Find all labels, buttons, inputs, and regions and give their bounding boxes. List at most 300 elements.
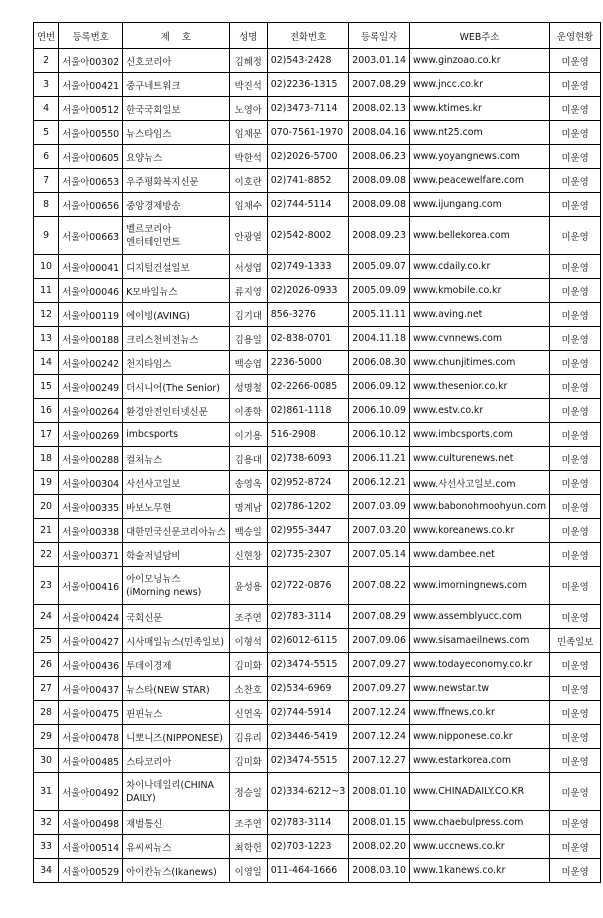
table-row	[34, 677, 601, 701]
cell-phone: 02)783-3114	[267, 811, 349, 835]
cell-status: 미운영	[550, 423, 601, 447]
cell-name: 백승엽	[229, 351, 267, 375]
cell-seq: 21	[34, 519, 59, 543]
cell-phone: 02)2236-1315	[267, 73, 349, 97]
cell-title: 벨르코리아 엔터테인먼트	[123, 217, 230, 255]
cell-web: www.aving.net	[409, 303, 549, 327]
cell-reg-date: 2008.03.10	[349, 859, 410, 883]
cell-reg-date: 2007.05.14	[349, 543, 410, 567]
cell-status: 미운영	[550, 773, 601, 811]
cell-web: www.cvnnews.com	[409, 327, 549, 351]
cell-phone: 02)955-3447	[267, 519, 349, 543]
cell-reg-date: 2005.11.11	[349, 303, 410, 327]
cell-name: 임채수	[229, 193, 267, 217]
cell-name: 김미화	[229, 653, 267, 677]
cell-title: imbcsports	[123, 423, 230, 447]
cell-phone: 02)749-1333	[267, 255, 349, 279]
cell-reg-no: 서울아00242	[59, 351, 123, 375]
registry-table	[33, 22, 601, 883]
cell-status: 미운영	[550, 375, 601, 399]
cell-name: 명계남	[229, 495, 267, 519]
cell-seq: 8	[34, 193, 59, 217]
table-row	[34, 567, 601, 605]
cell-status: 미운영	[550, 73, 601, 97]
cell-reg-date: 2006.09.12	[349, 375, 410, 399]
cell-reg-no: 서울아00514	[59, 835, 123, 859]
cell-phone: 516-2908	[267, 423, 349, 447]
cell-reg-no: 서울아00046	[59, 279, 123, 303]
cell-web: www.1kanews.co.kr	[409, 859, 549, 883]
cell-seq: 26	[34, 653, 59, 677]
cell-web: www.imbcsports.com	[409, 423, 549, 447]
cell-reg-date: 2006.08.30	[349, 351, 410, 375]
table-row	[34, 701, 601, 725]
cell-phone: 02)2026-5700	[267, 145, 349, 169]
cell-reg-no: 서울아00188	[59, 327, 123, 351]
table-row	[34, 351, 601, 375]
cell-seq: 7	[34, 169, 59, 193]
cell-status: 미운영	[550, 193, 601, 217]
cell-reg-date: 2008.02.13	[349, 97, 410, 121]
cell-name: 김용일	[229, 327, 267, 351]
cell-title: 디지털건설일보	[123, 255, 230, 279]
cell-reg-no: 서울아00424	[59, 605, 123, 629]
cell-web: www.thesenior.co.kr	[409, 375, 549, 399]
cell-reg-no: 서울아00475	[59, 701, 123, 725]
cell-seq: 24	[34, 605, 59, 629]
cell-title: 더시니어(The Senior)	[123, 375, 230, 399]
cell-name: 송영옥	[229, 471, 267, 495]
header-web: WEB주소	[409, 23, 549, 49]
header-seq: 연번	[34, 23, 59, 49]
cell-reg-date: 2006.10.12	[349, 423, 410, 447]
cell-phone: 02)3474-5515	[267, 653, 349, 677]
cell-name: 김기대	[229, 303, 267, 327]
cell-name: 이종학	[229, 399, 267, 423]
cell-title: 유씨씨뉴스	[123, 835, 230, 859]
cell-title: 한국국회일보	[123, 97, 230, 121]
table-row	[34, 49, 601, 73]
cell-name: 류지영	[229, 279, 267, 303]
cell-status: 미운영	[550, 303, 601, 327]
cell-status: 미운영	[550, 169, 601, 193]
cell-status: 미운영	[550, 605, 601, 629]
cell-reg-no: 서울아00529	[59, 859, 123, 883]
cell-name: 김용대	[229, 447, 267, 471]
cell-status: 미운영	[550, 701, 601, 725]
table-row	[34, 193, 601, 217]
table-row	[34, 375, 601, 399]
cell-name: 이영일	[229, 859, 267, 883]
table-row	[34, 519, 601, 543]
cell-name: 안광열	[229, 217, 267, 255]
cell-title: 시사매일뉴스(민족일보)	[123, 629, 230, 653]
cell-title: 핀핀뉴스	[123, 701, 230, 725]
cell-web: www.uccnews.co.kr	[409, 835, 549, 859]
cell-title: 투데이경제	[123, 653, 230, 677]
cell-web: www.chunjitimes.com	[409, 351, 549, 375]
cell-name: 임채문	[229, 121, 267, 145]
cell-name: 백승일	[229, 519, 267, 543]
table-row	[34, 97, 601, 121]
table-row	[34, 217, 601, 255]
table-row	[34, 835, 601, 859]
cell-reg-date: 2007.03.09	[349, 495, 410, 519]
cell-reg-date: 2008.06.23	[349, 145, 410, 169]
table-row	[34, 121, 601, 145]
cell-reg-date: 2006.11.21	[349, 447, 410, 471]
cell-reg-date: 2008.04.16	[349, 121, 410, 145]
cell-status: 미운영	[550, 255, 601, 279]
cell-title: 신호코리아	[123, 49, 230, 73]
cell-status: 미운영	[550, 447, 601, 471]
cell-title: 에이빙(AVING)	[123, 303, 230, 327]
cell-reg-no: 서울아00041	[59, 255, 123, 279]
cell-seq: 14	[34, 351, 59, 375]
cell-name: 이기용	[229, 423, 267, 447]
cell-reg-date: 2007.12.24	[349, 701, 410, 725]
cell-phone: 02)744-5114	[267, 193, 349, 217]
cell-reg-no: 서울아00498	[59, 811, 123, 835]
cell-seq: 34	[34, 859, 59, 883]
cell-phone: 02)534-6969	[267, 677, 349, 701]
cell-name: 윤성용	[229, 567, 267, 605]
cell-reg-date: 2008.01.15	[349, 811, 410, 835]
cell-seq: 19	[34, 471, 59, 495]
table-row	[34, 543, 601, 567]
cell-phone: 02)722-0876	[267, 567, 349, 605]
cell-reg-date: 2008.09.23	[349, 217, 410, 255]
cell-phone: 011-464-1666	[267, 859, 349, 883]
cell-reg-no: 서울아00512	[59, 97, 123, 121]
cell-name: 김유리	[229, 725, 267, 749]
cell-web: www.jncc.co.kr	[409, 73, 549, 97]
cell-title: 아이칸뉴스(Ikanews)	[123, 859, 230, 883]
cell-name: 김혜정	[229, 49, 267, 73]
cell-seq: 16	[34, 399, 59, 423]
cell-web: www.peacewelfare.com	[409, 169, 549, 193]
cell-seq: 10	[34, 255, 59, 279]
table-row	[34, 725, 601, 749]
table-row	[34, 495, 601, 519]
cell-reg-no: 서울아00269	[59, 423, 123, 447]
cell-reg-date: 2007.08.29	[349, 605, 410, 629]
cell-reg-no: 서울아00485	[59, 749, 123, 773]
cell-web: www.todayeconomy.co.kr	[409, 653, 549, 677]
cell-reg-no: 서울아00656	[59, 193, 123, 217]
cell-seq: 23	[34, 567, 59, 605]
table-row	[34, 423, 601, 447]
cell-phone: 02)334-6212~3	[267, 773, 349, 811]
cell-title: 요양뉴스	[123, 145, 230, 169]
header-reg-no: 등록번호	[59, 23, 123, 49]
cell-status: 미운영	[550, 749, 601, 773]
cell-status: 미운영	[550, 653, 601, 677]
cell-name: 노영아	[229, 97, 267, 121]
cell-seq: 3	[34, 73, 59, 97]
cell-status: 미운영	[550, 49, 601, 73]
cell-status: 미운영	[550, 351, 601, 375]
cell-title: 환경안전인터넷신문	[123, 399, 230, 423]
cell-name: 신현창	[229, 543, 267, 567]
cell-title: 스타코리아	[123, 749, 230, 773]
cell-reg-no: 서울아00421	[59, 73, 123, 97]
cell-reg-no: 서울아00492	[59, 773, 123, 811]
cell-status: 미운영	[550, 145, 601, 169]
cell-reg-date: 2006.12.21	[349, 471, 410, 495]
table-row	[34, 169, 601, 193]
header-title: 제 호	[123, 23, 230, 49]
cell-seq: 22	[34, 543, 59, 567]
table-row	[34, 811, 601, 835]
cell-phone: 02)741-8852	[267, 169, 349, 193]
cell-phone: 02)952-8724	[267, 471, 349, 495]
cell-reg-date: 2007.09.27	[349, 677, 410, 701]
cell-web: www.dambee.net	[409, 543, 549, 567]
cell-web: www.culturenews.net	[409, 447, 549, 471]
cell-seq: 9	[34, 217, 59, 255]
cell-seq: 32	[34, 811, 59, 835]
cell-web: www.estarkorea.com	[409, 749, 549, 773]
cell-reg-date: 2008.01.10	[349, 773, 410, 811]
cell-seq: 2	[34, 49, 59, 73]
cell-name: 조주연	[229, 605, 267, 629]
cell-phone: 02)783-3114	[267, 605, 349, 629]
cell-seq: 31	[34, 773, 59, 811]
cell-title: 뉴스타(NEW STAR)	[123, 677, 230, 701]
table-row	[34, 653, 601, 677]
cell-status: 미운영	[550, 217, 601, 255]
cell-web: www.CHINADAILY.CO.KR	[409, 773, 549, 811]
cell-web: www.newstar.tw	[409, 677, 549, 701]
cell-title: K모바일뉴스	[123, 279, 230, 303]
cell-status: 미운영	[550, 519, 601, 543]
cell-seq: 33	[34, 835, 59, 859]
cell-seq: 13	[34, 327, 59, 351]
header-row	[34, 23, 601, 49]
cell-reg-no: 서울아00550	[59, 121, 123, 145]
cell-name: 서성엽	[229, 255, 267, 279]
cell-web: www.cdaily.co.kr	[409, 255, 549, 279]
cell-reg-no: 서울아00663	[59, 217, 123, 255]
cell-status: 미운영	[550, 835, 601, 859]
cell-title: 대한민국신문코리아뉴스	[123, 519, 230, 543]
cell-phone: 02)786-1202	[267, 495, 349, 519]
cell-name: 정승일	[229, 773, 267, 811]
cell-reg-date: 2004.11.18	[349, 327, 410, 351]
cell-phone: 02-838-0701	[267, 327, 349, 351]
cell-reg-no: 서울아00335	[59, 495, 123, 519]
cell-reg-no: 서울아00371	[59, 543, 123, 567]
cell-title: 크리스천비전뉴스	[123, 327, 230, 351]
cell-name: 성명철	[229, 375, 267, 399]
header-name: 성명	[229, 23, 267, 49]
cell-phone: 02)2026-0933	[267, 279, 349, 303]
cell-phone: 070-7561-1970	[267, 121, 349, 145]
cell-status: 미운영	[550, 567, 601, 605]
table-row	[34, 605, 601, 629]
cell-phone: 02)861-1118	[267, 399, 349, 423]
cell-phone: 02)543-2428	[267, 49, 349, 73]
cell-web: www.사선사고일보.com	[409, 471, 549, 495]
cell-reg-no: 서울아00302	[59, 49, 123, 73]
cell-title: 컬처뉴스	[123, 447, 230, 471]
cell-name: 조주연	[229, 811, 267, 835]
cell-title: 천지타임스	[123, 351, 230, 375]
cell-title: 학술저널담비	[123, 543, 230, 567]
cell-seq: 18	[34, 447, 59, 471]
cell-web: www.estv.co.kr	[409, 399, 549, 423]
cell-reg-date: 2007.09.27	[349, 653, 410, 677]
cell-title: 중구네트워크	[123, 73, 230, 97]
cell-seq: 27	[34, 677, 59, 701]
cell-phone: 02)3446-5419	[267, 725, 349, 749]
table-row	[34, 773, 601, 811]
header-status: 운영현황	[550, 23, 601, 49]
cell-reg-no: 서울아00416	[59, 567, 123, 605]
cell-status: 미운영	[550, 399, 601, 423]
cell-title: 중앙경제방송	[123, 193, 230, 217]
cell-title: 아이모닝뉴스 (iMorning news)	[123, 567, 230, 605]
cell-web: www.ffnews.co.kr	[409, 701, 549, 725]
cell-reg-date: 2007.08.29	[349, 73, 410, 97]
cell-reg-date: 2007.09.06	[349, 629, 410, 653]
cell-seq: 4	[34, 97, 59, 121]
cell-reg-no: 서울아00478	[59, 725, 123, 749]
cell-phone: 2236-5000	[267, 351, 349, 375]
cell-name: 박한석	[229, 145, 267, 169]
cell-seq: 17	[34, 423, 59, 447]
cell-phone: 02)744-5914	[267, 701, 349, 725]
cell-seq: 20	[34, 495, 59, 519]
cell-status: 미운영	[550, 543, 601, 567]
cell-reg-date: 2007.12.27	[349, 749, 410, 773]
cell-reg-date: 2008.09.08	[349, 193, 410, 217]
table-row	[34, 629, 601, 653]
cell-status: 미운영	[550, 859, 601, 883]
cell-phone: 02-2266-0085	[267, 375, 349, 399]
table-row	[34, 749, 601, 773]
cell-phone: 02)542-8002	[267, 217, 349, 255]
cell-status: 미운영	[550, 97, 601, 121]
cell-reg-date: 2008.09.08	[349, 169, 410, 193]
cell-reg-no: 서울아00288	[59, 447, 123, 471]
cell-web: www.chaebulpress.com	[409, 811, 549, 835]
cell-title: 니뽀니즈(NIPPONESE)	[123, 725, 230, 749]
cell-phone: 02)735-2307	[267, 543, 349, 567]
cell-seq: 30	[34, 749, 59, 773]
cell-reg-date: 2007.08.22	[349, 567, 410, 605]
cell-status: 미운영	[550, 327, 601, 351]
cell-web: www.ijungang.com	[409, 193, 549, 217]
cell-web: www.yoyangnews.com	[409, 145, 549, 169]
cell-title: 뉴스타임스	[123, 121, 230, 145]
cell-reg-no: 서울아00119	[59, 303, 123, 327]
cell-reg-no: 서울아00437	[59, 677, 123, 701]
cell-reg-date: 2005.09.07	[349, 255, 410, 279]
cell-web: www.ginzoao.co.kr	[409, 49, 549, 73]
cell-name: 이호란	[229, 169, 267, 193]
table-row	[34, 279, 601, 303]
cell-web: www.kmobile.co.kr	[409, 279, 549, 303]
cell-web: www.assemblyucc.com	[409, 605, 549, 629]
cell-title: 재벌통신	[123, 811, 230, 835]
cell-reg-no: 서울아00249	[59, 375, 123, 399]
header-phone: 전화번호	[267, 23, 349, 49]
cell-reg-no: 서울아00436	[59, 653, 123, 677]
table-row	[34, 73, 601, 97]
cell-reg-no: 서울아00304	[59, 471, 123, 495]
cell-web: www.koreanews.co.kr	[409, 519, 549, 543]
cell-reg-date: 2006.10.09	[349, 399, 410, 423]
cell-reg-date: 2005.09.09	[349, 279, 410, 303]
cell-web: www.ktimes.kr	[409, 97, 549, 121]
cell-phone: 02)738-6093	[267, 447, 349, 471]
cell-name: 신연옥	[229, 701, 267, 725]
cell-reg-date: 2008.02.20	[349, 835, 410, 859]
registry-sheet	[33, 22, 601, 883]
table-row	[34, 447, 601, 471]
cell-web: www.nipponese.co.kr	[409, 725, 549, 749]
cell-name: 이형석	[229, 629, 267, 653]
cell-phone: 02)3474-5515	[267, 749, 349, 773]
cell-reg-date: 2003.01.14	[349, 49, 410, 73]
cell-seq: 29	[34, 725, 59, 749]
cell-title: 바보노무현	[123, 495, 230, 519]
cell-reg-no: 서울아00653	[59, 169, 123, 193]
cell-reg-no: 서울아00338	[59, 519, 123, 543]
table-body	[34, 49, 601, 883]
cell-status: 민족일보	[550, 629, 601, 653]
cell-status: 미운영	[550, 495, 601, 519]
table-row	[34, 327, 601, 351]
cell-name: 김미화	[229, 749, 267, 773]
cell-seq: 6	[34, 145, 59, 169]
cell-title: 차이나데일리(CHINA DAILY)	[123, 773, 230, 811]
table-row	[34, 471, 601, 495]
cell-web: www.imorningnews.com	[409, 567, 549, 605]
cell-name: 박진석	[229, 73, 267, 97]
cell-title: 사선사고일보	[123, 471, 230, 495]
cell-reg-no: 서울아00605	[59, 145, 123, 169]
table-row	[34, 145, 601, 169]
cell-name: 최학헌	[229, 835, 267, 859]
cell-status: 미운영	[550, 471, 601, 495]
cell-phone: 02)703-1223	[267, 835, 349, 859]
cell-phone: 02)6012-6115	[267, 629, 349, 653]
cell-title: 국회신문	[123, 605, 230, 629]
table-row	[34, 255, 601, 279]
table-row	[34, 303, 601, 327]
cell-phone: 856-3276	[267, 303, 349, 327]
cell-status: 미운영	[550, 725, 601, 749]
cell-status: 미운영	[550, 279, 601, 303]
cell-web: www.babonohmoohyun.com	[409, 495, 549, 519]
cell-seq: 25	[34, 629, 59, 653]
cell-status: 미운영	[550, 121, 601, 145]
table-header	[34, 23, 601, 49]
cell-web: www.bellekorea.com	[409, 217, 549, 255]
table-row	[34, 399, 601, 423]
cell-reg-date: 2007.12.24	[349, 725, 410, 749]
cell-seq: 15	[34, 375, 59, 399]
cell-web: www.nt25.com	[409, 121, 549, 145]
cell-web: www.sisamaeilnews.com	[409, 629, 549, 653]
cell-seq: 5	[34, 121, 59, 145]
cell-status: 미운영	[550, 677, 601, 701]
cell-seq: 11	[34, 279, 59, 303]
cell-seq: 12	[34, 303, 59, 327]
